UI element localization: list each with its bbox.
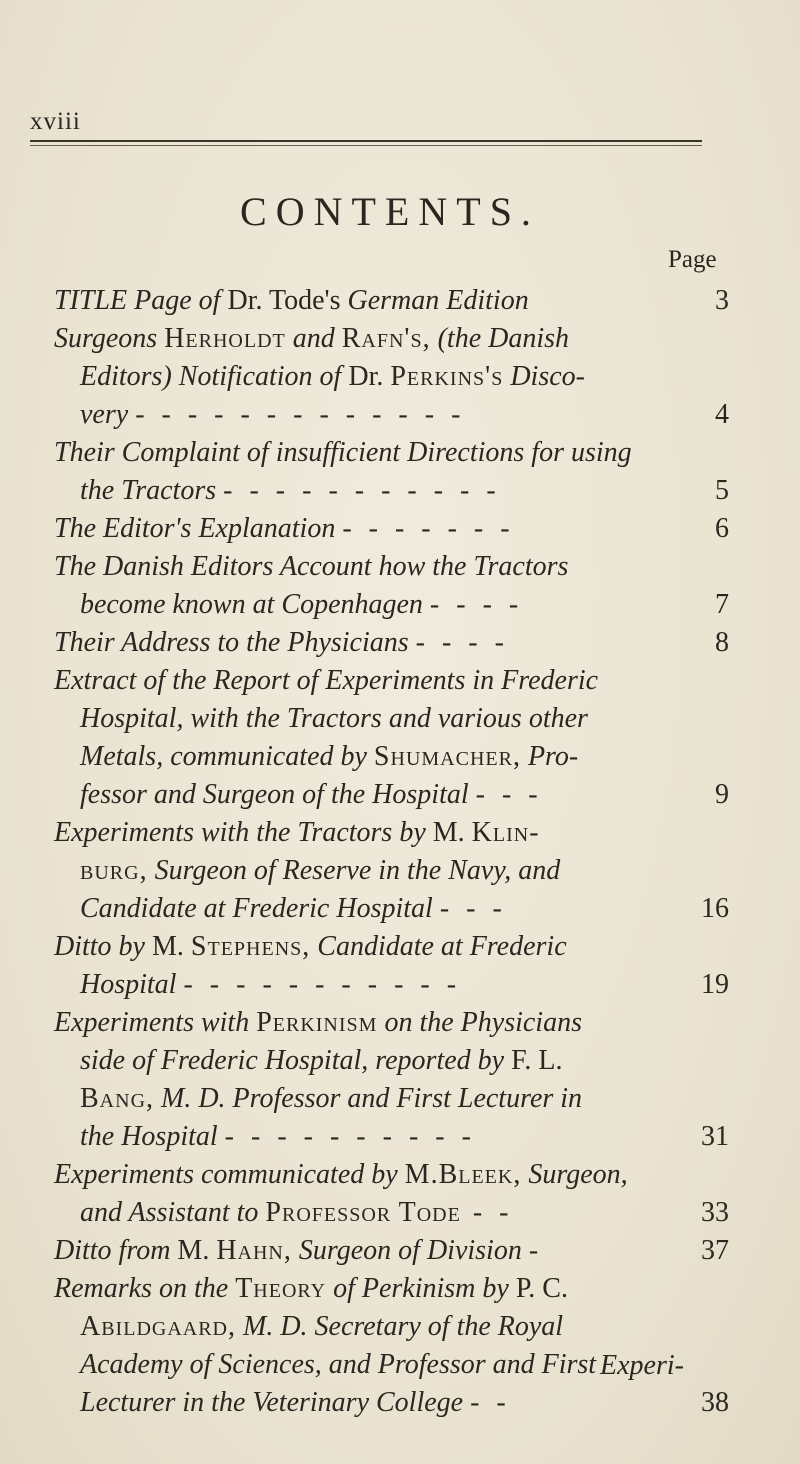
entry-line xyxy=(54,852,729,890)
entry-text: M. xyxy=(152,931,191,962)
contents-entry xyxy=(54,662,729,814)
entry-text: F. L. xyxy=(511,1045,563,1076)
entry-text: Shumacher, xyxy=(373,741,521,772)
entry-text: Remarks on the xyxy=(54,1273,236,1304)
entry-line xyxy=(54,434,729,472)
entry-text: side of Frederic Hospital, reported by xyxy=(80,1045,512,1076)
entry-text: Candidate at Frederic Hospital xyxy=(80,893,440,924)
header-rule xyxy=(30,140,702,142)
entry-text: Editors) Notification of xyxy=(80,361,349,392)
entry-text: Extract of the Report of Experiments in Frederic xyxy=(54,665,599,696)
entry-line xyxy=(54,1156,729,1194)
entry-text: Ditto from xyxy=(54,1235,178,1266)
entry-text: and Assistant to xyxy=(80,1197,266,1228)
entry-line xyxy=(54,814,729,852)
entry-text: and xyxy=(285,323,342,354)
leader-dashes: - - - - - - - - - - xyxy=(224,1121,476,1152)
contents-entry xyxy=(54,624,729,662)
leader-dashes: - - xyxy=(470,1387,511,1418)
contents-entry xyxy=(54,510,729,548)
entry-line xyxy=(54,700,729,738)
entry-line xyxy=(54,1232,729,1270)
entry-page-number: 8 xyxy=(715,627,729,658)
entry-text: Experiments with xyxy=(54,1007,257,1038)
entry-page-number: 38 xyxy=(701,1387,729,1418)
entry-line xyxy=(54,1004,729,1042)
entry-text: Surgeon of Division xyxy=(291,1235,529,1266)
contents-entry xyxy=(54,1270,729,1422)
entry-text: Their Complaint of insufficient Directions for using xyxy=(54,437,632,468)
entry-text: M.Bleek, xyxy=(404,1159,522,1190)
entry-text: TITLE Page of xyxy=(54,285,228,316)
entry-line xyxy=(54,282,729,320)
entry-text: of Perkinism by xyxy=(326,1273,516,1304)
entry-text: Metals, communicated by xyxy=(80,741,374,772)
entry-text: Surgeon of Reserve in the Navy, and xyxy=(147,855,561,886)
entry-text: Bang, xyxy=(80,1083,155,1114)
entry-text: Herholdt xyxy=(164,323,286,354)
leader-dashes: - - xyxy=(460,1197,514,1228)
entry-text: Hospital xyxy=(80,969,184,1000)
entry-line xyxy=(54,586,729,624)
leader-dashes: - - - - - - - - - - - - - xyxy=(135,399,466,430)
entry-line xyxy=(54,1384,729,1422)
entry-page-number: 4 xyxy=(715,399,729,430)
entry-text: very xyxy=(80,399,136,430)
contents-entry xyxy=(54,548,729,624)
contents-entry xyxy=(54,928,729,1004)
entry-page-number: 31 xyxy=(701,1121,729,1152)
contents-entry xyxy=(54,282,729,320)
leader-dashes: - - - - - - - - - - - xyxy=(183,969,462,1000)
entry-page-number: 3 xyxy=(715,285,729,316)
leader-dashes: - - - - - - - xyxy=(342,513,515,544)
entry-page-number: 9 xyxy=(715,779,729,810)
entry-line xyxy=(54,320,729,358)
entry-text: M. xyxy=(432,817,472,848)
entry-line xyxy=(54,548,729,586)
leader-dashes: - - - - - - - - - - - xyxy=(223,475,501,506)
entry-line xyxy=(54,1118,729,1156)
entry-line xyxy=(54,776,729,814)
entry-text: Stephens, xyxy=(190,931,311,962)
leader-dashes: - - - - xyxy=(429,589,524,620)
entry-text: Ditto by xyxy=(54,931,152,962)
contents-heading: CONTENTS. xyxy=(240,189,540,234)
entry-line xyxy=(54,510,729,548)
entry-text: German Edition xyxy=(347,285,529,316)
entry-text: P. C. xyxy=(515,1273,568,1304)
entry-text: Hospital, with the Tractors and various other xyxy=(80,703,588,734)
entry-line xyxy=(54,1194,729,1232)
entry-text: Pro- xyxy=(520,741,579,772)
entry-line xyxy=(54,966,729,1004)
entry-page-number: 19 xyxy=(701,969,729,1000)
entry-page-number: 5 xyxy=(715,475,729,506)
catchword: Experi- xyxy=(600,1350,684,1381)
entry-text: Academy of Sciences, and Professor and First xyxy=(80,1349,597,1380)
contents-entry xyxy=(54,1232,729,1270)
page-column-label: Page xyxy=(668,246,717,273)
entry-text: Klin- xyxy=(471,817,540,848)
entry-text: fessor and Surgeon of the Hospital xyxy=(80,779,476,810)
entry-text: The Danish Editors Account how the Tractors xyxy=(54,551,569,582)
leader-dashes: - - - - xyxy=(415,627,509,658)
entry-text: Perkinism xyxy=(256,1007,378,1038)
entry-text: the Tractors xyxy=(80,475,224,506)
entry-text: become known at Copenhagen xyxy=(80,589,430,620)
entry-text: burg, xyxy=(80,855,148,886)
entry-line xyxy=(54,1270,729,1308)
entry-text: Dr. xyxy=(348,361,391,392)
entry-text: The Editor's Explanation xyxy=(54,513,343,544)
entry-text: Surgeon, xyxy=(521,1159,628,1190)
entry-text: M. D. Secretary of the Royal xyxy=(236,1311,564,1342)
entry-text: Hahn, xyxy=(216,1235,292,1266)
entry-text: Experiments communicated by xyxy=(54,1159,405,1190)
entry-text: Experiments with the Tractors by xyxy=(54,817,433,848)
entry-line xyxy=(54,1080,729,1118)
entry-line xyxy=(54,928,729,966)
entry-text: Dr. Tode's xyxy=(227,285,348,316)
entry-line xyxy=(54,472,729,510)
entry-line xyxy=(54,662,729,700)
entry-text: Theory xyxy=(235,1273,327,1304)
entry-line xyxy=(54,358,729,396)
entry-text: Professor Tode xyxy=(265,1197,461,1228)
page-number: xviii xyxy=(30,108,81,135)
entry-text: M. xyxy=(177,1235,217,1266)
entry-text: Surgeons xyxy=(54,323,165,354)
entry-line xyxy=(54,1308,729,1346)
leader-dashes: - - - xyxy=(439,893,507,924)
entry-text: the Hospital xyxy=(80,1121,225,1152)
entry-page-number: 33 xyxy=(701,1197,729,1228)
contents-entry xyxy=(54,1004,729,1156)
leader-dashes: - - - xyxy=(475,779,543,810)
entry-text: M. D. Professor and First Lecturer in xyxy=(154,1083,583,1114)
entry-text: Perkins's xyxy=(390,361,504,392)
entry-text: Candidate at Frederic xyxy=(310,931,567,962)
entry-text: on the Physicians xyxy=(377,1007,582,1038)
entry-line xyxy=(54,1042,729,1080)
entry-text: Rafn's, xyxy=(341,323,431,354)
contents-list xyxy=(54,282,729,1422)
header-rule-thin xyxy=(30,145,702,146)
entry-line xyxy=(54,738,729,776)
entry-text: Abildgaard, xyxy=(80,1311,236,1342)
leader-dashes: - xyxy=(528,1235,544,1266)
entry-line xyxy=(54,396,729,434)
contents-entry xyxy=(54,320,729,434)
contents-entry xyxy=(54,434,729,510)
entry-text: Lecturer in the Veterinary College xyxy=(80,1387,471,1418)
contents-entry xyxy=(54,814,729,928)
entry-line xyxy=(54,890,729,928)
entry-page-number: 7 xyxy=(715,589,729,620)
entry-text: Their Address to the Physicians xyxy=(54,627,416,658)
entry-text: Disco- xyxy=(503,361,585,392)
contents-entry xyxy=(54,1156,729,1232)
entry-line xyxy=(54,624,729,662)
entry-page-number: 6 xyxy=(715,513,729,544)
entry-text: (the Danish xyxy=(430,323,570,354)
entry-page-number: 37 xyxy=(701,1235,729,1266)
entry-page-number: 16 xyxy=(701,893,729,924)
